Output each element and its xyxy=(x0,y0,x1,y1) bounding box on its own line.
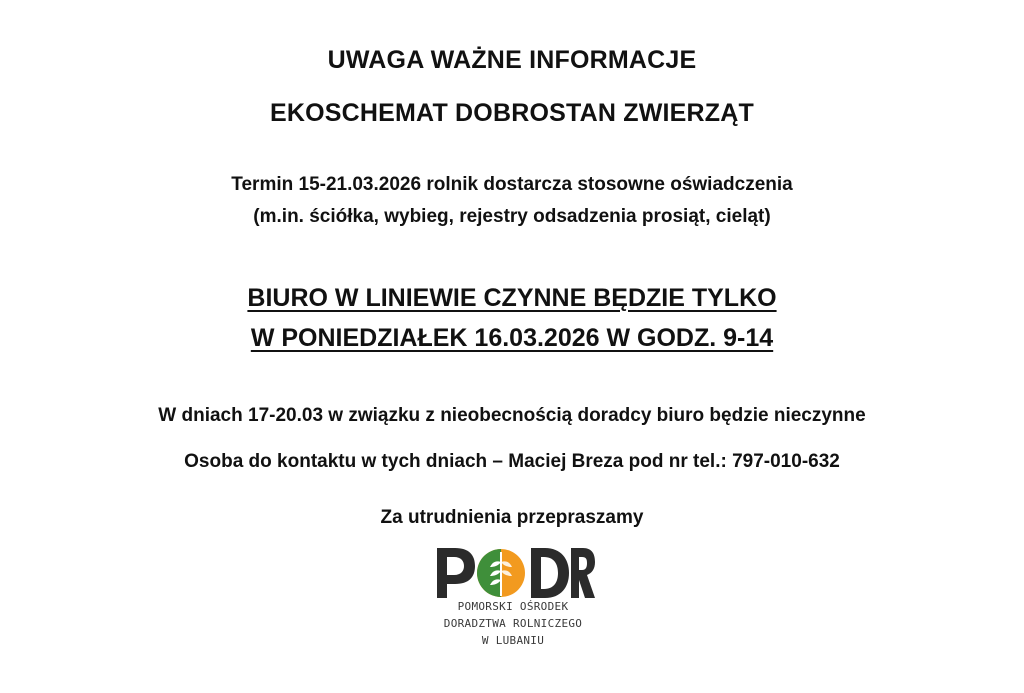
logo-line-3: W LUBANIU xyxy=(481,634,545,647)
closed-notice: W dniach 17-20.03 w związku z nieobecnością doradcy biuro będzie nieczynne xyxy=(158,405,866,426)
podr-logo xyxy=(431,540,595,660)
podr-wordmark-icon xyxy=(431,540,595,600)
contact-line: Osoba do kontaktu w tych dniach – Maciej Breza pod nr tel.: 797-010-632 xyxy=(184,451,840,472)
term-detail: (m.in. ściółka, wybieg, rejestry odsadzenia prosiąt, cieląt) xyxy=(253,206,771,227)
office-hours-line-1: BIURO W LINIEWIE CZYNNE BĘDZIE TYLKO xyxy=(247,284,777,312)
logo-line-2: DORADZTWA ROLNICZEGO xyxy=(443,617,583,630)
office-hours-line-2: W PONIEDZIAŁEK 16.03.2026 W GODZ. 9-14 xyxy=(250,324,774,352)
term-line: Termin 15-21.03.2026 rolnik dostarcza stosowne oświadczenia xyxy=(231,174,793,195)
apology-line: Za utrudnienia przepraszamy xyxy=(380,507,644,528)
notice-subtitle: EKOSCHEMAT DOBROSTAN ZWIERZĄT xyxy=(269,99,754,127)
notice-title: UWAGA WAŻNE INFORMACJE xyxy=(327,46,697,74)
logo-line-1: POMORSKI OŚRODEK xyxy=(457,600,569,613)
